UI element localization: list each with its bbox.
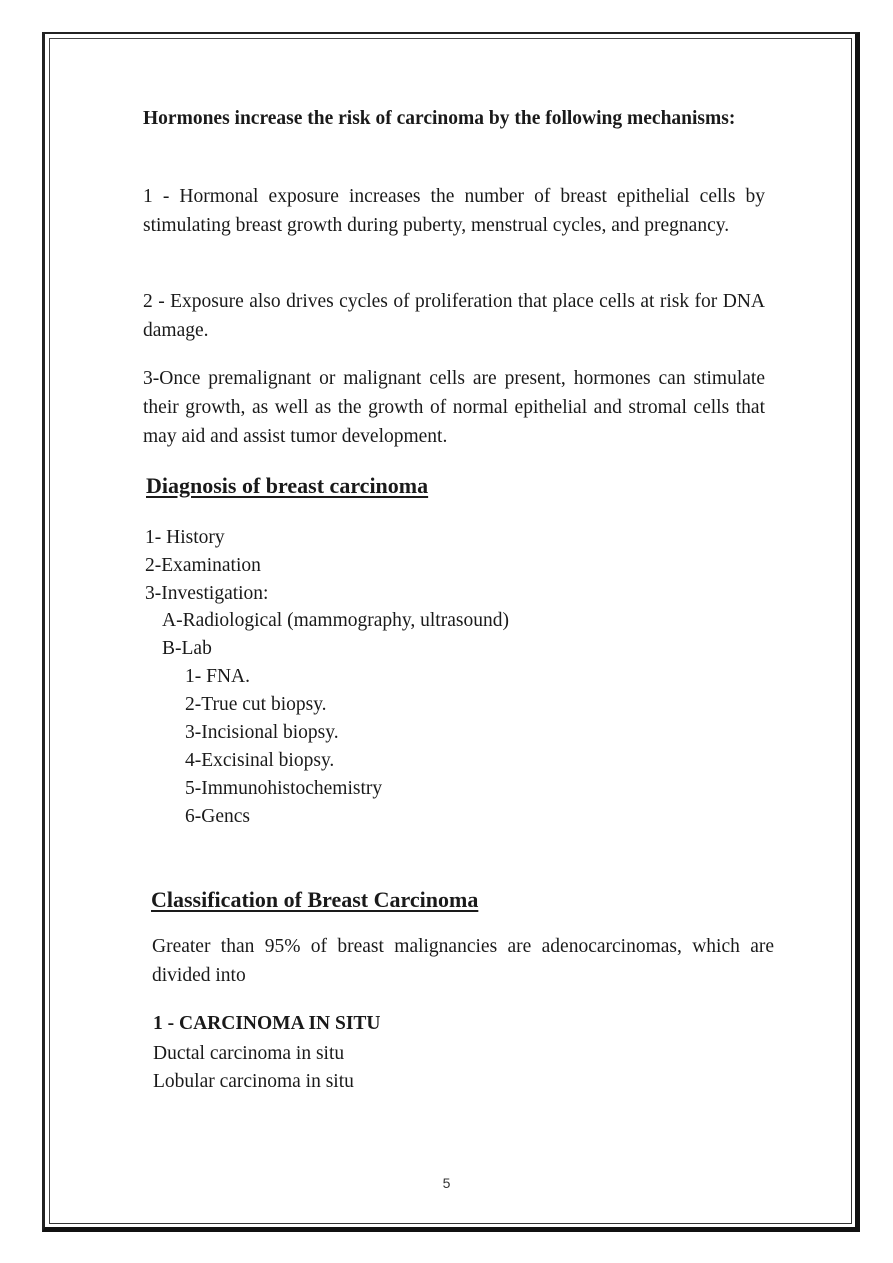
diagnosis-item: 3-Incisional biopsy. [185, 722, 339, 743]
diagnosis-item: A-Radiological (mammography, ultrasound) [162, 610, 509, 631]
diagnosis-item: 5-Immunohistochemistry [185, 778, 383, 799]
diagnosis-item: 3-Investigation: [145, 583, 269, 604]
diagnosis-item: 1- History [145, 527, 225, 548]
hormones-point-3: 3-Once premalignant or malignant cells are present, hormones can stimulate their growth, as well as the growth of normal epithelial and stromal cells that may aid and assist tumor development. [143, 368, 765, 447]
diagnosis-item: 1- FNA. [185, 666, 251, 687]
classification-intro: Greater than 95% of breast malignancies are adenocarcinomas, which are divided into [152, 936, 774, 986]
hormones-intro: Hormones increase the risk of carcinoma by the following mechanisms: [143, 108, 736, 129]
diagnosis-item: 6-Gencs [185, 806, 250, 827]
diagnosis-item: 2-True cut biopsy. [185, 694, 327, 715]
diagnosis-heading: Diagnosis of breast carcinoma [146, 473, 429, 498]
page-number: 5 [442, 1175, 451, 1191]
hormones-point-2: 2 - Exposure also drives cycles of proliferation that place cells at risk for DNA damage. [143, 291, 765, 341]
diagnosis-item: 4-Excisinal biopsy. [185, 750, 335, 771]
classification-heading: Classification of Breast Carcinoma [151, 887, 479, 912]
classification-item: Ductal carcinoma in situ [153, 1043, 345, 1064]
classification-item: Lobular carcinoma in situ [153, 1071, 354, 1092]
diagnosis-item: 2-Examination [145, 555, 261, 576]
hormones-point-1: 1 - Hormonal exposure increases the number of breast epithelial cells by stimulating breast growth during puberty, menstrual cycles, and pregnancy. [143, 186, 765, 236]
diagnosis-item: B-Lab [162, 638, 212, 659]
carcinoma-in-situ-subheading: 1 - CARCINOMA IN SITU [153, 1013, 381, 1034]
